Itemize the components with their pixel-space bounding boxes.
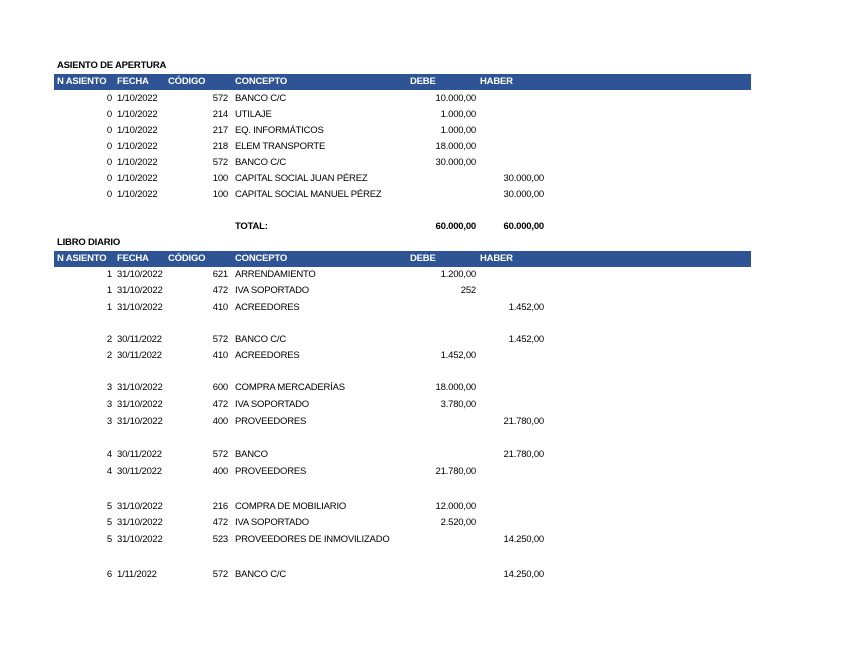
- cell-n-asiento: 3: [106, 416, 112, 427]
- cell-n-asiento: 0: [106, 141, 112, 152]
- cell-debe: 10.000,00: [435, 93, 476, 104]
- cell-n-asiento: 0: [106, 109, 112, 120]
- cell-debe: 3.780,00: [440, 399, 476, 410]
- cell-concepto: BANCO C/C: [235, 569, 286, 580]
- cell-haber: 21.780,00: [503, 449, 544, 460]
- header-codigo: CÓDIGO: [168, 76, 206, 87]
- table-row: [0, 302, 848, 316]
- cell-fecha: 30/11/2022: [117, 350, 162, 361]
- table-row: [0, 157, 848, 171]
- cell-codigo: 572: [212, 93, 228, 104]
- cell-n-asiento: 5: [106, 501, 112, 512]
- table-row: [0, 449, 848, 463]
- cell-debe: 1.200,00: [440, 269, 476, 280]
- cell-concepto: ELEM TRANSPORTE: [235, 141, 326, 152]
- table-row: [0, 125, 848, 139]
- cell-haber: 1.452,00: [508, 302, 544, 313]
- cell-concepto: CAPITAL SOCIAL JUAN PÉREZ: [235, 173, 368, 184]
- header-n-asiento: N ASIENTO: [57, 76, 107, 87]
- cell-n-asiento: 1: [106, 302, 112, 313]
- cell-codigo: 400: [212, 466, 228, 477]
- cell-fecha: 31/10/2022: [117, 501, 163, 512]
- cell-concepto: ACREEDORES: [235, 302, 300, 313]
- cell-debe: 2.520,00: [440, 517, 476, 528]
- cell-codigo: 572: [212, 449, 228, 460]
- cell-fecha: 31/10/2022: [117, 269, 163, 280]
- cell-n-asiento: 0: [106, 125, 112, 136]
- cell-concepto: BANCO C/C: [235, 157, 286, 168]
- cell-concepto: BANCO: [235, 449, 268, 460]
- cell-concepto: CAPITAL SOCIAL MANUEL PÉREZ: [235, 189, 382, 200]
- cell-concepto: COMPRA MERCADERÍAS: [235, 382, 345, 393]
- cell-n-asiento: 0: [106, 173, 112, 184]
- cell-fecha: 30/11/2022: [117, 334, 162, 345]
- cell-fecha: 31/10/2022: [117, 399, 163, 410]
- cell-n-asiento: 4: [106, 466, 112, 477]
- cell-codigo: 216: [212, 501, 228, 512]
- cell-codigo: 100: [212, 173, 228, 184]
- header-fecha: FECHA: [117, 76, 149, 87]
- table-row: [0, 334, 848, 348]
- cell-fecha: 1/10/2022: [117, 173, 158, 184]
- cell-debe: 252: [460, 285, 476, 296]
- cell-concepto: PROVEEDORES DE INMOVILIZADO: [235, 534, 390, 545]
- table-row: [0, 501, 848, 515]
- apertura-title: ASIENTO DE APERTURA: [57, 60, 167, 71]
- cell-fecha: 31/10/2022: [117, 285, 163, 296]
- apertura-total-row: [0, 221, 848, 235]
- cell-concepto: EQ. INFORMÁTICOS: [235, 125, 324, 136]
- cell-fecha: 1/10/2022: [117, 109, 158, 120]
- cell-fecha: 1/10/2022: [117, 189, 158, 200]
- cell-fecha: 31/10/2022: [117, 416, 163, 427]
- cell-codigo: 410: [212, 350, 228, 361]
- table-row: [0, 382, 848, 396]
- header-concepto: CONCEPTO: [235, 76, 288, 87]
- table-row: [0, 269, 848, 283]
- total-label: TOTAL:: [235, 221, 268, 232]
- cell-debe: 18.000,00: [435, 141, 476, 152]
- cell-n-asiento: 0: [106, 93, 112, 104]
- cell-n-asiento: 0: [106, 189, 112, 200]
- table-row: [0, 109, 848, 123]
- table-row: [0, 416, 848, 430]
- cell-codigo: 214: [212, 109, 228, 120]
- cell-codigo: 621: [212, 269, 228, 280]
- cell-fecha: 31/10/2022: [117, 534, 163, 545]
- cell-concepto: UTILAJE: [235, 109, 272, 120]
- cell-fecha: 1/10/2022: [117, 93, 158, 104]
- cell-fecha: 31/10/2022: [117, 517, 163, 528]
- cell-debe: 21.780,00: [435, 466, 476, 477]
- cell-n-asiento: 0: [106, 157, 112, 168]
- cell-debe: 12.000,00: [435, 501, 476, 512]
- cell-codigo: 572: [212, 334, 228, 345]
- apertura-header-row: [54, 74, 751, 90]
- cell-concepto: IVA SOPORTADO: [235, 517, 309, 528]
- cell-haber: 14.250,00: [503, 534, 544, 545]
- cell-codigo: 523: [212, 534, 228, 545]
- cell-fecha: 1/10/2022: [117, 157, 158, 168]
- table-row: [0, 285, 848, 299]
- cell-fecha: 30/11/2022: [117, 466, 162, 477]
- cell-debe: 18.000,00: [435, 382, 476, 393]
- cell-concepto: BANCO C/C: [235, 93, 286, 104]
- table-row: [0, 93, 848, 107]
- cell-codigo: 600: [212, 382, 228, 393]
- cell-debe: 1.000,00: [440, 125, 476, 136]
- cell-n-asiento: 2: [106, 350, 112, 361]
- table-row: [0, 569, 848, 583]
- cell-haber: 21.780,00: [503, 416, 544, 427]
- cell-concepto: IVA SOPORTADO: [235, 285, 309, 296]
- cell-codigo: 217: [212, 125, 228, 136]
- cell-n-asiento: 2: [106, 334, 112, 345]
- cell-codigo: 472: [212, 399, 228, 410]
- table-row: [0, 141, 848, 155]
- cell-haber: 14.250,00: [503, 569, 544, 580]
- header-codigo: CÓDIGO: [168, 253, 206, 264]
- cell-n-asiento: 6: [106, 569, 112, 580]
- cell-haber: 30.000,00: [503, 189, 544, 200]
- diario-header-row: [54, 251, 751, 267]
- cell-fecha: 31/10/2022: [117, 302, 163, 313]
- cell-debe: 30.000,00: [435, 157, 476, 168]
- total-debe: 60.000,00: [435, 221, 476, 232]
- table-row: [0, 534, 848, 548]
- header-haber: HABER: [480, 76, 513, 87]
- cell-n-asiento: 1: [106, 269, 112, 280]
- cell-n-asiento: 3: [106, 399, 112, 410]
- cell-concepto: ARRENDAMIENTO: [235, 269, 316, 280]
- table-row: [0, 466, 848, 480]
- cell-fecha: 1/10/2022: [117, 141, 158, 152]
- cell-concepto: ACREEDORES: [235, 350, 300, 361]
- cell-fecha: 1/10/2022: [117, 125, 158, 136]
- cell-fecha: 31/10/2022: [117, 382, 163, 393]
- cell-haber: 1.452,00: [508, 334, 544, 345]
- header-debe: DEBE: [410, 253, 436, 264]
- cell-concepto: BANCO C/C: [235, 334, 286, 345]
- cell-concepto: IVA SOPORTADO: [235, 399, 309, 410]
- table-row: [0, 350, 848, 364]
- header-concepto: CONCEPTO: [235, 253, 288, 264]
- header-fecha: FECHA: [117, 253, 149, 264]
- cell-debe: 1.452,00: [440, 350, 476, 361]
- table-row: [0, 189, 848, 203]
- cell-codigo: 472: [212, 517, 228, 528]
- cell-fecha: 30/11/2022: [117, 449, 162, 460]
- cell-codigo: 472: [212, 285, 228, 296]
- cell-codigo: 410: [212, 302, 228, 313]
- cell-haber: 30.000,00: [503, 173, 544, 184]
- table-row: [0, 173, 848, 187]
- cell-codigo: 572: [212, 157, 228, 168]
- cell-fecha: 1/11/2022: [117, 569, 157, 580]
- cell-codigo: 218: [212, 141, 228, 152]
- table-row: [0, 517, 848, 531]
- cell-debe: 1.000,00: [440, 109, 476, 120]
- cell-codigo: 400: [212, 416, 228, 427]
- cell-codigo: 572: [212, 569, 228, 580]
- cell-n-asiento: 4: [106, 449, 112, 460]
- header-n-asiento: N ASIENTO: [57, 253, 107, 264]
- cell-concepto: PROVEEDORES: [235, 416, 307, 427]
- table-row: [0, 399, 848, 413]
- cell-n-asiento: 5: [106, 517, 112, 528]
- cell-n-asiento: 5: [106, 534, 112, 545]
- cell-concepto: PROVEEDORES: [235, 466, 307, 477]
- cell-n-asiento: 1: [106, 285, 112, 296]
- header-debe: DEBE: [410, 76, 436, 87]
- header-haber: HABER: [480, 253, 513, 264]
- cell-codigo: 100: [212, 189, 228, 200]
- cell-concepto: COMPRA DE MOBILIARIO: [235, 501, 347, 512]
- total-haber: 60.000,00: [503, 221, 544, 232]
- diario-title: LIBRO DIARIO: [57, 237, 121, 248]
- cell-n-asiento: 3: [106, 382, 112, 393]
